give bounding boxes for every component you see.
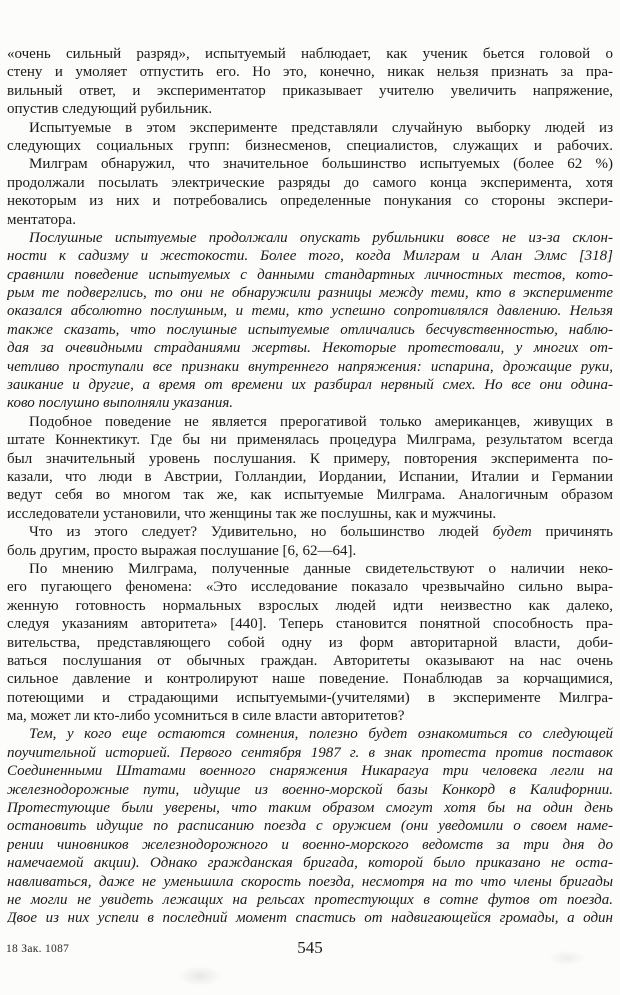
text-line: Что из этого следует? Удивительно, но большинство людей будет причинять xyxy=(29,524,613,541)
page-number: 545 xyxy=(297,938,323,957)
text-line: четливо проступали все признаки внутреннего напряжения: испарина, дрожащие руки, xyxy=(7,358,613,375)
text-line: не могли не увидеть лежащих на рельсах протестующих в сотне футов от поезда. xyxy=(7,891,613,908)
text-line: оказался абсолютно послушным, и теми, кто успешно сопротивлялся давлению. Нельзя xyxy=(7,303,613,320)
text-line: потеющими и страдающими испытуемыми-(учителями) в эксперименте Милгра- xyxy=(7,689,613,706)
text-line: заикание и другие, а время от времени их разбирал нервный смех. Но все они одина- xyxy=(7,377,613,394)
text-line: казали, что люди в Австрии, Голландии, Иордании, Испании, Италии и Германии xyxy=(7,468,613,485)
paragraph xyxy=(7,413,613,523)
text-line: также сказать, что послушные испытуемые отличались бесчувственностью, наблю- xyxy=(7,321,613,338)
text-line: дая за очевидными страданиями жертвы. Некоторые протестовали, у многих от- xyxy=(7,340,613,357)
print-imprint: 18 Зак. 1087 xyxy=(6,943,70,955)
text-line: Соединенными Штатами военного снаряжения Никарагуа три человека легли на xyxy=(7,763,613,780)
paragraph xyxy=(7,560,613,726)
text-line: Протестующие были уверены, что таким образом смогут хотя бы на один день xyxy=(7,800,613,817)
text-line: Тем, у кого еще остаются сомнения, полезно будет ознакомиться со следующей xyxy=(29,726,613,743)
text-line: рении чиновников железнодорожного и военно-морского ведомств за три дня до xyxy=(7,836,613,853)
text-line: остановить идущие по расписанию поезда с оружием (они уведомили о своем наме- xyxy=(7,818,613,835)
text-line: ваться послушания от обычных граждан. Авторитеты оказывают на нас очень xyxy=(7,652,613,669)
text-line: По мнению Милграма, полученные данные свидетельствуют о наличии неко- xyxy=(29,560,613,577)
page-text xyxy=(7,45,613,928)
text-line: навливаться, даже не уменьшила скорость поезда, несмотря на то что члены бригады xyxy=(7,873,613,890)
text-line: Испытуемые в этом эксперименте представляли случайную выборку людей из xyxy=(29,119,613,136)
text-line: опустив следующий рубильник. xyxy=(7,101,213,118)
text-line: Двое из них успели в последний момент спастись от надвигающейся громады, а один xyxy=(7,910,613,927)
text-line: стену и умоляет отпустить его. Но это, конечно, никак нельзя признать за пра- xyxy=(7,64,613,81)
text-line: продолжали посылать электрические разряды до самого конца эксперимента, хотя xyxy=(7,174,613,191)
text-line: ково послушно выполняли указания. xyxy=(7,395,234,412)
text-line: штате Коннектикут. Где бы ни применялась процедура Милграма, результатом всегда xyxy=(7,432,613,449)
paragraph xyxy=(7,45,613,119)
text-line: Милграм обнаружил, что значительное большинство испытуемых (более 62 %) xyxy=(29,156,613,173)
text-line: вильный ответ, и экспериментатор приказывает учителю увеличить напряжение, xyxy=(7,82,613,99)
text-line: Послушные испытуемые продолжали опускать рубильники вовсе не из-за склон- xyxy=(29,229,613,246)
text-line: железнодорожные пути, идущие из военно-морской базы Конкорд в Калифорнии. xyxy=(7,781,613,798)
text-line: был значительный уровень послушания. К примеру, повторения эксперимента по- xyxy=(7,450,613,467)
page-footer xyxy=(0,938,620,968)
text-line: его пугающего феномена: «Это исследование показало чрезвычайно сильно выра- xyxy=(7,579,613,596)
text-line: сильное давление и контролируют наше поведение. Понаблюдав за корчащимися, xyxy=(7,671,613,688)
text-line: некоторым из них и потребовались определенные понукания со стороны экспери- xyxy=(7,193,613,210)
text-line: следующих социальных групп: бизнесменов, специалистов, служащих и рабочих. xyxy=(7,137,613,154)
paragraph xyxy=(7,229,613,413)
text-line: исследователи установили, что женщины так же послушны, как и мужчины. xyxy=(7,505,497,522)
text-line: поучительной историей. Первого сентября 1987 г. в знак протеста против поставок xyxy=(7,744,613,761)
paragraph xyxy=(7,523,613,560)
text-line: рым те подверглись, то они не обнаружили разницы между теми, кто в эксперименте xyxy=(7,285,613,302)
text-line: «очень сильный разряд», испытуемый наблюдает, как ученик бьется головой о xyxy=(7,46,613,62)
text-line: следуя указаниям авторитета» [440]. Теперь становится понятной способность пра- xyxy=(7,616,613,633)
text-line: Подобное поведение не является прерогативой только американцев, живущих в xyxy=(29,413,613,430)
scan-smudge xyxy=(178,966,222,986)
text-line: ма, может ли кто-либо усомниться в силе власти авторитетов? xyxy=(7,708,405,725)
paragraph xyxy=(7,725,613,927)
text-line: ведут себя во многом так же, как испытуемые Милграма. Аналогичным образом xyxy=(7,487,613,504)
text-line: сравнили поведение испытуемых с данными стандартных личностных тестов, кото- xyxy=(7,266,613,283)
paragraph xyxy=(7,155,613,229)
text-line: вительства, представляющего собой одну из форм авторитарной власти, доби- xyxy=(7,634,613,651)
text-line: ности к садизму и жестокости. Более того, когда Милграм и Алан Элмс [318] xyxy=(7,248,613,265)
paragraph xyxy=(7,119,613,156)
text-line: намечаемой акции). Однако гражданская бригада, которой было приказано не оста- xyxy=(7,855,613,872)
text-line: ментатора. xyxy=(7,211,76,228)
text-line: боль другим, просто выражая послушание [6, 62—64]. xyxy=(7,542,357,559)
text-line: женную готовность нормальных взрослых людей идти неизвестно как далеко, xyxy=(7,597,613,614)
